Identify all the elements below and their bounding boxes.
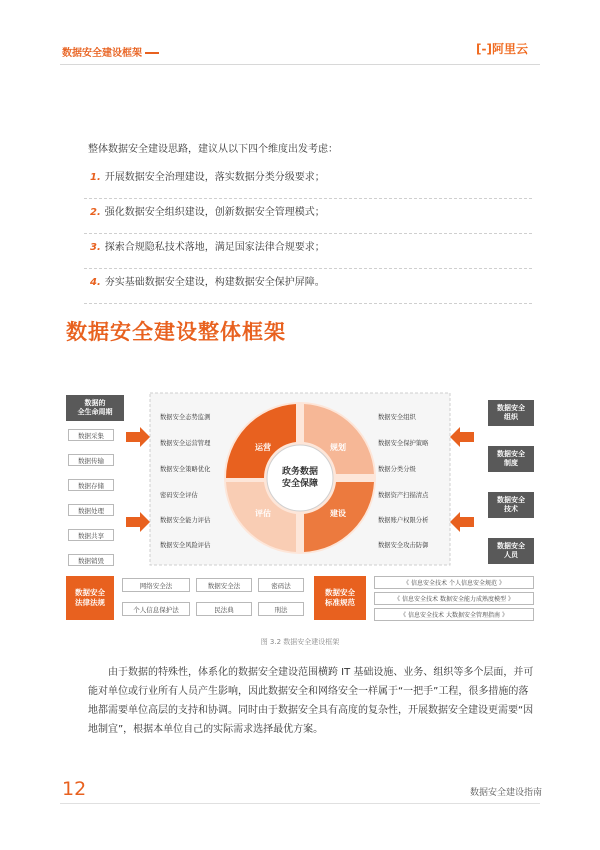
ring-center-label: 政务数据 安全保障 [281,467,318,489]
intro-text: 整体数据安全建设思路，建议从以下四个维度出发考虑： [88,144,338,155]
lifecycle-item: 数据销毁 [68,554,114,566]
left-label: 数据安全态势监测 [160,414,211,421]
footer-divider [60,803,540,804]
list-item: 4. 夯实基础数据安全建设，构建数据安全保护屏障。 [84,269,532,304]
right-label: 数据安全组织 [378,414,416,421]
dimension-box: 数据安全 技术 [488,492,534,518]
right-label: 数据账户权限分析 [378,517,429,524]
law-item: 网络安全法 [122,578,190,592]
law-item: 刑法 [258,602,304,616]
lifecycle-title: 数据的 全生命周期 [66,395,124,421]
ring-label-yunying: 运营 [255,443,271,452]
dimension-box: 数据安全 制度 [488,446,534,472]
lifecycle-item: 数据存储 [68,479,114,491]
lifecycle-item: 数据传输 [68,454,114,466]
dimension-box: 数据安全 人员 [488,538,534,564]
list-item: 3. 探索合规隐私技术落地，满足国家法律合规要求； [84,234,532,269]
left-label: 密码安全评估 [160,492,198,499]
law-title: 数据安全 法律法规 [66,576,114,620]
body-paragraph: 由于数据的特殊性，体系化的数据安全建设范围横跨 IT 基础设施、业务、组织等多个层面，并可能对单位或行业所有人员产生影响，因此数据安全和网络安全一样属于“一把手”工程，很多措施的落地都需要单位高层的支持和协调。同时由于数据安全具有高度的复杂性，开展数据安全建设更需要“因地制宜”，根据本单位自己的实际需求选择最优方案。 [88,667,534,735]
standard-item: 《 信息安全技术 个人信息安全规范 》 [374,576,534,589]
law-item: 密码法 [258,578,304,592]
list-item: 1. 开展数据安全治理建设，落实数据分类分级要求； [84,164,532,199]
law-item: 个人信息保护法 [122,602,190,616]
arrow-left-icon [450,512,474,532]
section-title: 数据安全建设整体框架 [66,320,286,344]
left-label: 数据安全能力评估 [160,517,211,524]
law-item: 数据安全法 [196,578,252,592]
aliyun-logo: [-]阿里云 [476,42,528,56]
standard-item: 《 信息安全技术 大数据安全管理指南 》 [374,608,534,621]
left-label: 数据安全风险评估 [160,542,211,549]
right-label: 数据资产扫描清点 [378,492,429,499]
right-label: 数据安全攻击防御 [378,542,429,549]
arrow-left-icon [450,427,474,447]
lifecycle-item: 数据共享 [68,529,114,541]
standard-item: 《 信息安全技术 数据安全能力成熟度模型 》 [374,592,534,605]
arrow-right-icon [126,427,150,447]
left-label: 数据安全策略优化 [160,466,211,473]
page-number: 12 [62,778,87,800]
right-label: 数据分类分级 [378,466,416,473]
law-item: 民法典 [196,602,252,616]
arrow-right-icon [126,512,150,532]
ring-label-pinggu: 评估 [255,509,271,518]
header-title: 数据安全建设框架 [62,44,159,59]
lifecycle-item: 数据处理 [68,504,114,516]
figure-caption: 图 3.2 数据安全建设框架 [260,638,340,646]
lifecycle-item: 数据采集 [68,429,114,441]
list-item: 2. 强化数据安全组织建设，创新数据安全管理模式； [84,199,532,234]
dimension-box: 数据安全 组织 [488,400,534,426]
footer-title: 数据安全建设指南 [470,788,543,798]
right-label: 数据安全保护策略 [378,440,429,447]
ring-label-guihua: 规划 [330,443,346,452]
standards-title: 数据安全 标准规范 [314,576,366,620]
left-label: 数据安全运营管理 [160,440,211,447]
ring-label-jianshe: 建设 [330,509,346,518]
